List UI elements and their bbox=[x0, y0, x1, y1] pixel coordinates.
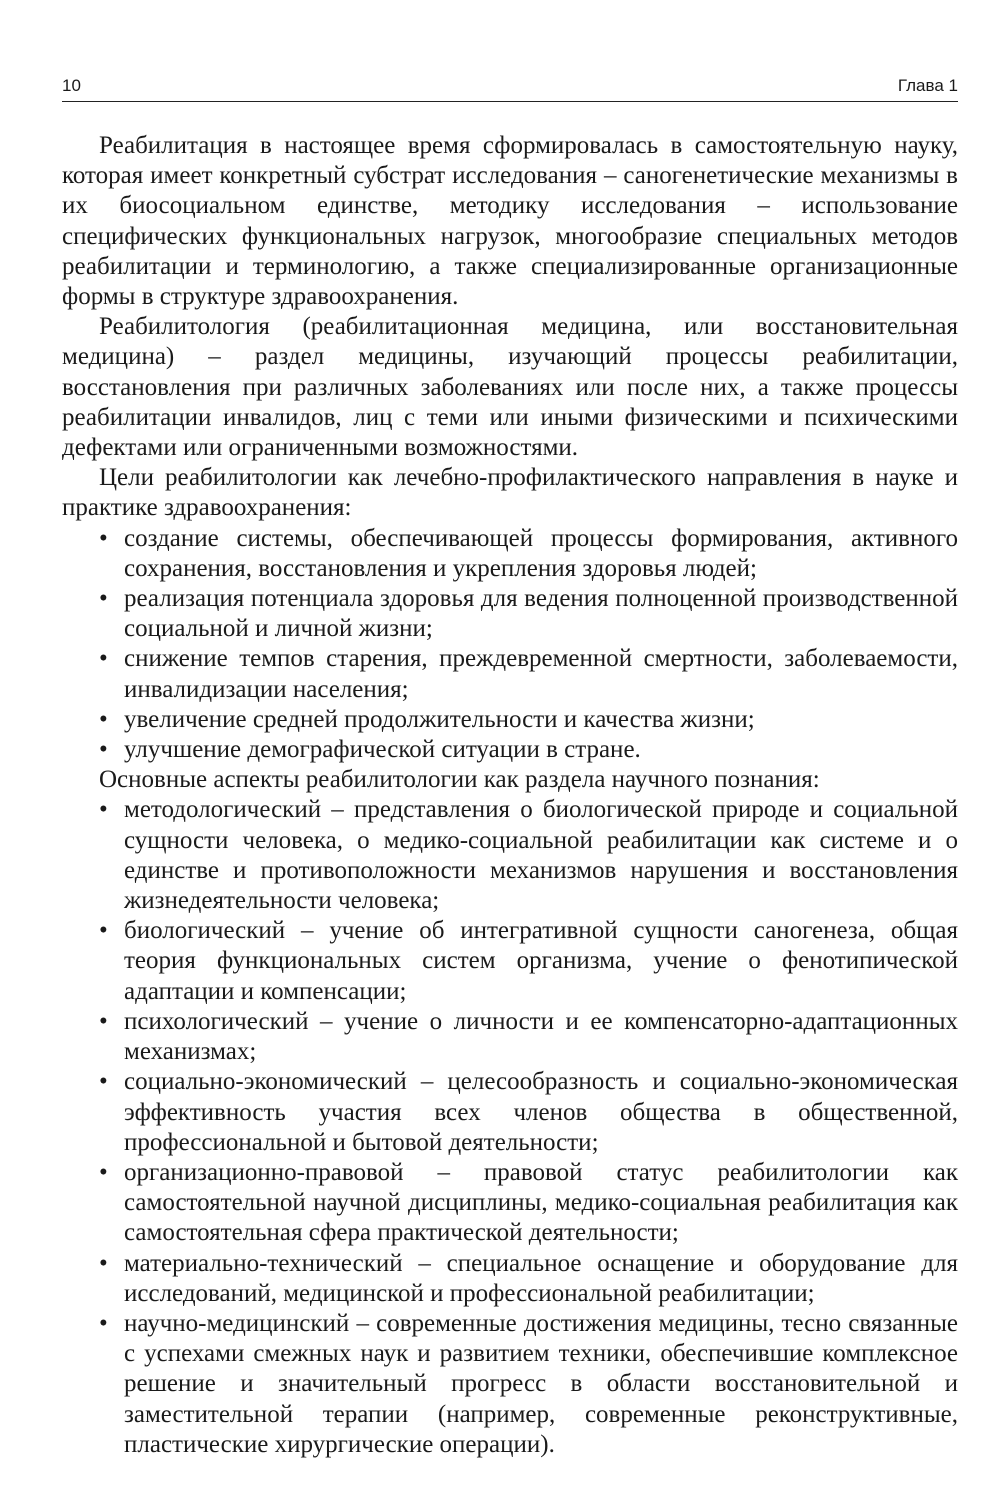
list-item-text: улучшение демографической ситуации в стране. bbox=[124, 736, 641, 764]
header-rule bbox=[62, 101, 958, 102]
bullet-icon: • bbox=[99, 1068, 108, 1096]
list-item-text: социально-экономический – целесообразность и социально-экономическая эффективность участия всех членов общества в общественной, профессиональной и бытовой деятельности; bbox=[124, 1068, 958, 1156]
bullet-icon: • bbox=[99, 705, 108, 733]
list-item bbox=[62, 795, 958, 916]
list-item bbox=[62, 644, 958, 704]
bullet-icon: • bbox=[99, 1309, 108, 1337]
running-head bbox=[62, 76, 958, 100]
list-item bbox=[62, 705, 958, 735]
list-item-text: научно-медицинский – современные достижения медицины, тесно связанные с успехами смежных наук и развитием техники, обеспечившие комплексное решение и значительный прогресс в области восстановительной и заместительной терапии (например, современные реконструктивные, пластические хирургические операции). bbox=[124, 1309, 958, 1458]
list-item-text: психологический – учение о личности и ее компенсаторно-адаптационных механизмах; bbox=[124, 1007, 958, 1066]
paragraph-aspects-intro: Основные аспекты реабилитологии как раздела научного познания: bbox=[99, 766, 820, 794]
bullet-icon: • bbox=[99, 585, 108, 613]
chapter-label: Глава 1 bbox=[897, 76, 958, 95]
goals-list bbox=[62, 524, 958, 766]
list-item bbox=[62, 1067, 958, 1158]
list-item-text: материально-технический – специальное оснащение и оборудование для исследований, медицинской и профессиональной реабилитации; bbox=[124, 1249, 958, 1307]
paragraph-rehabilitology-definition: Реабилитология (реабилитационная медицина, или восстановительная медицина) – раздел медицины, изучающий процессы реабилитации, восстановления при различных заболеваниях или после них, а также процессы реабилитации инвалидов, лиц с теми или иными физическими и психическими дефектами или ограниченными возможностями. bbox=[62, 313, 958, 462]
list-item-text: увеличение средней продолжительности и качества жизни; bbox=[124, 705, 755, 733]
list-item-text: методологический – представления о биологической природе и социальной сущности человека, о медико-социальной реабилитации как системе и о единстве и противоположности механизмов нарушения и восстановления жизнедеятельности человека; bbox=[124, 796, 958, 915]
list-item-text: организационно-правовой – правовой статус реабилитологии как самостоятельной научной дисциплины, медико-социальная реабилитация как самостоятельная сфера практической деятельности; bbox=[124, 1158, 958, 1247]
list-item bbox=[62, 524, 958, 584]
list-item-text: биологический – учение об интегративной сущности саногенеза, общая теория функциональных систем организма, учение о фенотипической адаптации и компенсации; bbox=[124, 917, 958, 1005]
text-body bbox=[62, 131, 958, 1460]
list-item bbox=[62, 1007, 958, 1067]
list-item bbox=[62, 1249, 958, 1309]
paragraph-rehabilitation-science: Реабилитация в настоящее время сформировалась в самостоятельную науку, которая имеет конкретный субстрат исследования – саногенетические механизмы в их биосоциальном единстве, методику исследования – использование специфических функциональных нагрузок, многообразие специальных методов реабилитации и терминологию, а также специализированные организационные формы в структуре здравоохранения. bbox=[62, 132, 958, 311]
bullet-icon: • bbox=[99, 736, 108, 764]
bullet-icon: • bbox=[99, 917, 108, 945]
list-item bbox=[62, 584, 958, 644]
paragraph-goals-intro: Цели реабилитологии как лечебно-профилактического направления в науке и практике здравоохранения: bbox=[62, 464, 958, 522]
list-item bbox=[62, 735, 958, 765]
bullet-icon: • bbox=[99, 796, 108, 824]
bullet-icon: • bbox=[99, 1249, 108, 1277]
list-item-text: снижение темпов старения, преждевременной смертности, заболеваемости, инвалидизации населения; bbox=[124, 645, 958, 703]
bullet-icon: • bbox=[99, 1158, 108, 1186]
list-item-text: создание системы, обеспечивающей процессы формирования, активного сохранения, восстановления и укрепления здоровья людей; bbox=[124, 524, 958, 582]
aspects-list bbox=[62, 795, 958, 1459]
list-item-text: реализация потенциала здоровья для ведения полноценной производственной социальной и личной жизни; bbox=[124, 585, 958, 643]
bullet-icon: • bbox=[99, 1007, 108, 1035]
bullet-icon: • bbox=[99, 645, 108, 673]
page-number: 10 bbox=[62, 76, 81, 95]
list-item bbox=[62, 1309, 958, 1460]
list-item bbox=[62, 1158, 958, 1249]
list-item bbox=[62, 916, 958, 1007]
bullet-icon: • bbox=[99, 524, 108, 552]
